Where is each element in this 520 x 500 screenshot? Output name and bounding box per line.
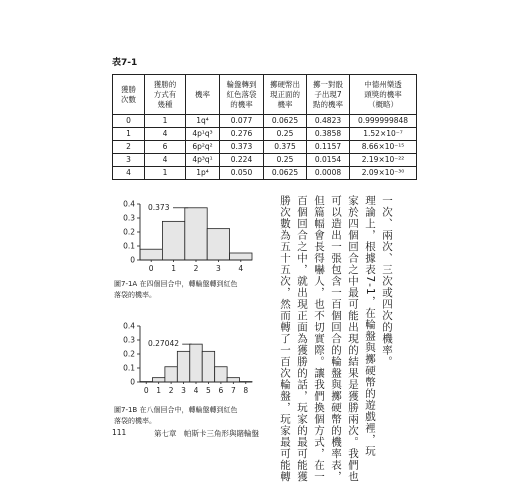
- histogram-eight-rounds: [110, 318, 270, 400]
- table-cell: 4: [145, 154, 186, 167]
- x-tick-label: 2: [168, 386, 174, 395]
- bar: [227, 378, 239, 382]
- caption-line: 落袋的機率。: [114, 291, 156, 299]
- table-cell: 0.1157: [307, 141, 350, 154]
- header-cell: 獲勝 次數: [113, 75, 145, 115]
- body-text-column: 但篇幅會長得嚇人，也不切實際。讓我們換個方式，在一: [313, 195, 325, 483]
- table-cell: 1: [113, 128, 145, 141]
- header-cell: 擲一對骰 子出現7 點的機率: [307, 75, 350, 115]
- table-cell: 0.276: [220, 128, 264, 141]
- body-text-column: 理論上，根據表7-1，在輪盤與擲硬幣的遊戲裡，玩: [364, 195, 376, 457]
- y-tick-label: 0: [130, 377, 135, 387]
- table-cell: 2.09×10⁻³⁰: [350, 167, 417, 180]
- table-header-row: [113, 75, 417, 115]
- x-tick-label: 0: [143, 386, 149, 395]
- table-row: [113, 141, 417, 154]
- bar: [165, 367, 177, 382]
- table-cell: 6: [145, 141, 186, 154]
- caption-line: 落袋的機率。: [114, 417, 156, 425]
- page-number: 111: [112, 428, 127, 437]
- table-cell: 1: [145, 115, 186, 128]
- header-cell: 擲硬幣出 現正面的 機率: [264, 75, 307, 115]
- x-tick-label: 8: [243, 386, 249, 395]
- table-cell: 8.66×10⁻¹⁵: [350, 141, 417, 154]
- y-tick-label: 0.3: [123, 335, 135, 345]
- table-cell: 1p⁴: [186, 167, 220, 180]
- body-text-column: 一次、兩次、三次或四次的機率。: [381, 195, 393, 368]
- body-text-column: 勝次數為五十五次，然而轉了一百次輪盤，玩家最可能轉: [279, 195, 291, 483]
- x-tick-label: 5: [206, 386, 211, 395]
- table-cell: 0.077: [220, 115, 264, 128]
- header-cell: 中德州樂透 頭獎的機率 （概略）: [350, 75, 417, 115]
- table-cell: 4: [145, 128, 186, 141]
- x-tick-label: 3: [181, 386, 186, 395]
- table-cell: 0.373: [220, 141, 264, 154]
- table-cell: 0: [113, 115, 145, 128]
- header-cell: 獲勝的 方式有 幾種: [145, 75, 186, 115]
- table-cell: 0.3858: [307, 128, 350, 141]
- value-annotation: 0.27042: [148, 339, 180, 349]
- y-tick-label: 0.4: [123, 321, 135, 331]
- table-cell: 0.4823: [307, 115, 350, 128]
- bar: [230, 253, 252, 260]
- table-row: [113, 154, 417, 167]
- table-cell: 0.0625: [264, 167, 307, 180]
- table-cell: 1: [145, 167, 186, 180]
- bar: [177, 351, 189, 382]
- x-tick-label: 2: [193, 264, 199, 273]
- x-tick-label: 1: [156, 386, 162, 395]
- table-cell: 1q⁴: [186, 115, 220, 128]
- y-tick-label: 0.4: [123, 199, 135, 209]
- table-cell: 0.224: [220, 154, 264, 167]
- y-tick-label: 0.1: [123, 363, 135, 373]
- x-tick-label: 1: [171, 264, 176, 273]
- body-text-column: 百個回合之中，就出現正面為獲勝的話，玩家的最可能獲: [296, 195, 308, 483]
- bar: [185, 208, 207, 260]
- y-tick-label: 0.2: [123, 227, 135, 237]
- table-title: 表7-1: [112, 58, 138, 68]
- x-tick-label: 4: [193, 386, 199, 395]
- value-annotation: 0.373: [148, 202, 170, 212]
- probability-table: [112, 74, 417, 180]
- y-tick-label: 0: [130, 255, 135, 265]
- table-row: [113, 167, 417, 180]
- bar: [190, 344, 202, 382]
- table-cell: 0.0008: [307, 167, 350, 180]
- x-tick-label: 4: [238, 264, 244, 273]
- table-cell: 1.52×10⁻⁷: [350, 128, 417, 141]
- caption-line: 圖7-1B 在八個回合中，轉輪盤轉到紅色: [114, 406, 238, 414]
- table-cell: 0.375: [264, 141, 307, 154]
- bar: [202, 351, 214, 382]
- histogram-four-rounds: [110, 196, 270, 278]
- x-tick-label: 0: [148, 264, 154, 273]
- bar: [207, 229, 229, 260]
- body-text-column: 家於四個回合之中最可能出現的結果是獲勝兩次。我們也: [347, 195, 359, 483]
- bar: [152, 378, 164, 382]
- header-cell: 輪盤轉到 紅色落袋 的機率: [220, 75, 264, 115]
- y-tick-label: 0.2: [123, 349, 135, 359]
- y-tick-label: 0.3: [123, 213, 135, 223]
- table-cell: 4p¹q³: [186, 128, 220, 141]
- table-cell: 2: [113, 141, 145, 154]
- figure-caption-b: [114, 405, 237, 427]
- table-cell: 0.999999848: [350, 115, 417, 128]
- table-cell: 0.0154: [307, 154, 350, 167]
- x-tick-label: 6: [218, 386, 224, 395]
- table-cell: 3: [113, 154, 145, 167]
- table-cell: 6p²q²: [186, 141, 220, 154]
- table-cell: 0.25: [264, 128, 307, 141]
- x-tick-label: 7: [230, 386, 236, 395]
- bar: [162, 221, 184, 260]
- caption-line: 圖7-1A 在四個回合中，轉輪盤轉到紅色: [114, 280, 238, 288]
- table-row: [113, 128, 417, 141]
- y-tick-label: 0.1: [123, 241, 135, 251]
- table-cell: 0.050: [220, 167, 264, 180]
- chapter-title: 第七章 帕斯卡三角形與賭輪盤: [154, 429, 259, 438]
- figure-caption-a: [114, 279, 237, 301]
- x-tick-label: 3: [216, 264, 221, 273]
- table-cell: 2.19×10⁻²²: [350, 154, 417, 167]
- body-text-column: 可以造出一張包含一百個回合的輪盤與擲硬幣的機率表，: [330, 195, 342, 483]
- table-cell: 0.0625: [264, 115, 307, 128]
- table-cell: 4p³q¹: [186, 154, 220, 167]
- bar: [140, 249, 162, 260]
- table-cell: 4: [113, 167, 145, 180]
- bar: [215, 367, 227, 382]
- table-cell: 0.25: [264, 154, 307, 167]
- table-row: [113, 115, 417, 128]
- header-cell: 機率: [186, 75, 220, 115]
